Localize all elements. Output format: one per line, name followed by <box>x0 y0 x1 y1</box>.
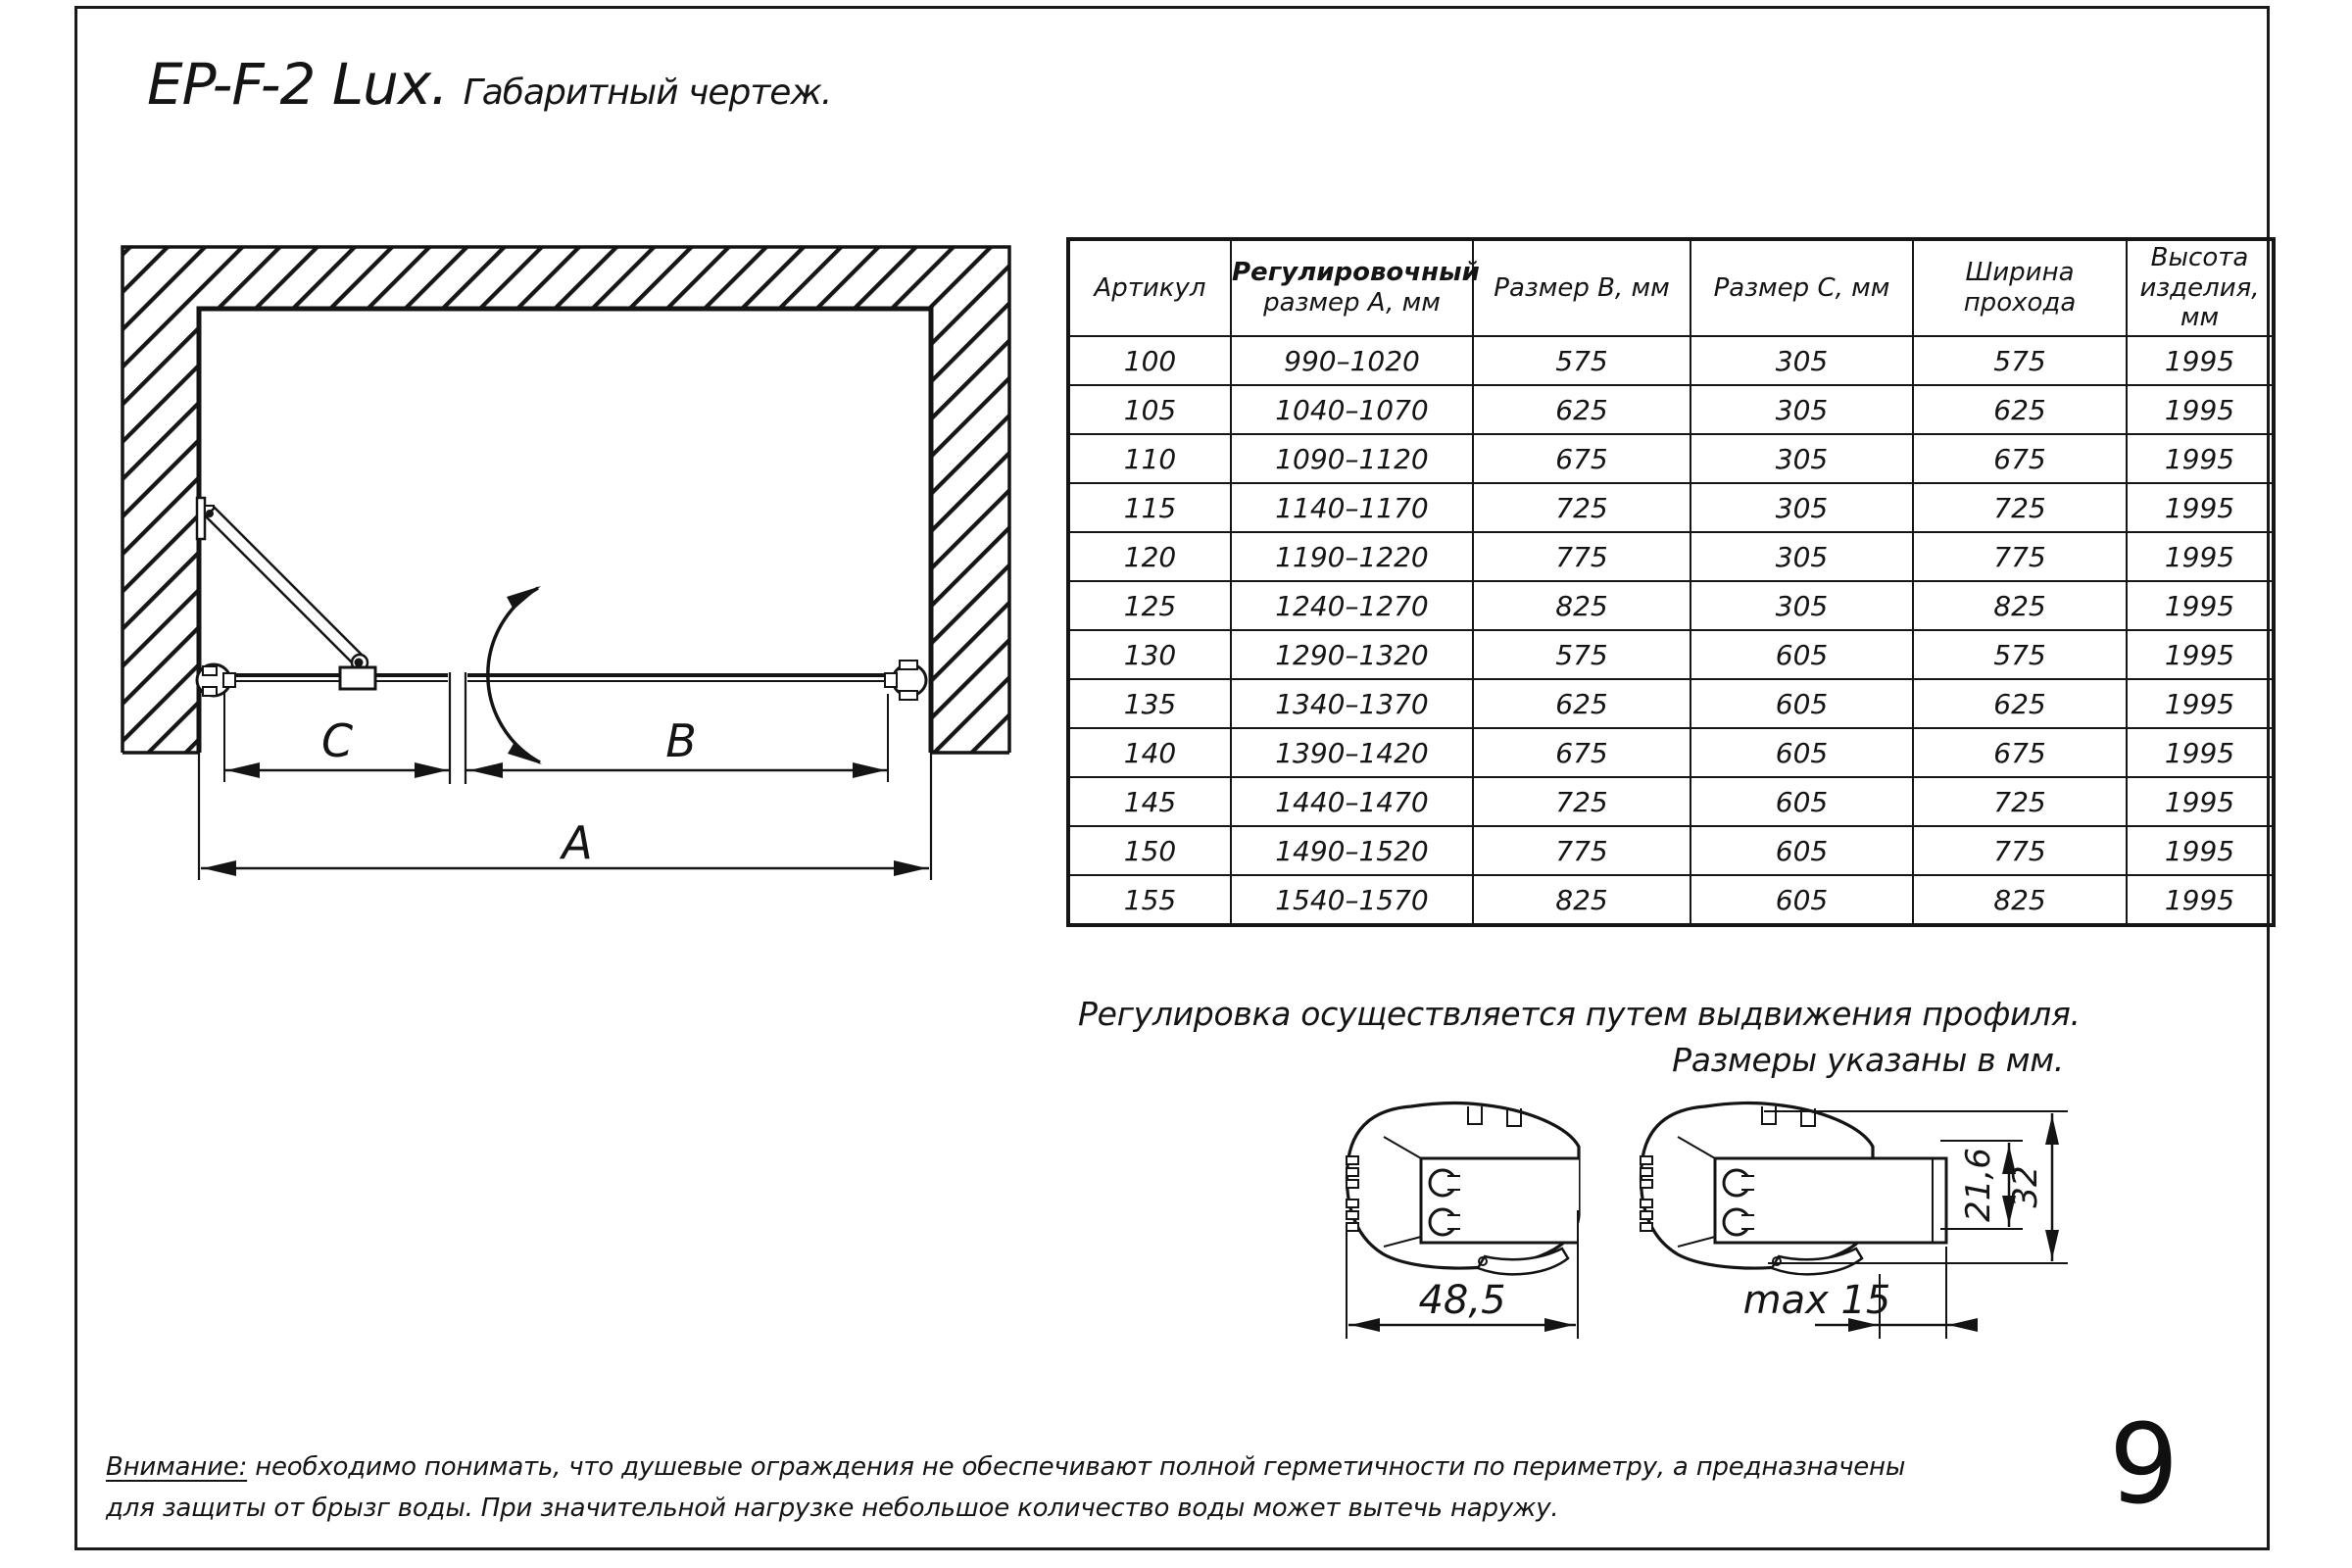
table-cell: 1240–1270 <box>1231 581 1473 630</box>
warning-prefix: Внимание: <box>106 1452 248 1482</box>
table-cell: 605 <box>1690 826 1913 875</box>
table-cell: 825 <box>1473 581 1690 630</box>
table-cell: 625 <box>1473 679 1690 728</box>
adjustment-notes <box>1078 992 2081 1084</box>
warning-line-1 <box>106 1446 1905 1488</box>
table-cell: 675 <box>1913 434 2127 483</box>
table-cell: 115 <box>1068 483 1231 532</box>
table-row <box>1068 532 2274 581</box>
table-cell: 305 <box>1690 434 1913 483</box>
table-cell: 1995 <box>2127 532 2274 581</box>
table-cell: 625 <box>1913 385 2127 434</box>
table-cell: 725 <box>1473 777 1690 826</box>
table-cell: 305 <box>1690 581 1913 630</box>
dim-label-c: C <box>320 714 354 767</box>
table-cell: 775 <box>1473 826 1690 875</box>
table-cell: 1290–1320 <box>1231 630 1473 679</box>
profile-extension <box>1862 1158 1946 1243</box>
right-wall-profile <box>885 661 926 700</box>
table-cell: 145 <box>1068 777 1231 826</box>
table-cell: 110 <box>1068 434 1231 483</box>
table-cell: 825 <box>1473 875 1690 925</box>
table-cell: 1190–1220 <box>1231 532 1473 581</box>
table-row <box>1068 434 2274 483</box>
table-cell: 140 <box>1068 728 1231 777</box>
table-cell: 675 <box>1473 728 1690 777</box>
table-cell: 1995 <box>2127 777 2274 826</box>
profile-width-label: 48,5 <box>1418 1278 1506 1323</box>
table-cell: 605 <box>1690 679 1913 728</box>
table-cell: 105 <box>1068 385 1231 434</box>
table-cell: 725 <box>1913 777 2127 826</box>
table-cell: 725 <box>1913 483 2127 532</box>
table-row <box>1068 385 2274 434</box>
table-row <box>1068 483 2274 532</box>
table-cell: 675 <box>1913 728 2127 777</box>
table-cell: 120 <box>1068 532 1231 581</box>
table-cell: 990–1020 <box>1231 336 1473 385</box>
table-cell: 1490–1520 <box>1231 826 1473 875</box>
table-cell: 155 <box>1068 875 1231 925</box>
table-cell: 1440–1470 <box>1231 777 1473 826</box>
table-cell: 625 <box>1913 679 2127 728</box>
folding-panel <box>206 508 368 670</box>
table-cell: 1995 <box>2127 875 2274 925</box>
table-cell: 1090–1120 <box>1231 434 1473 483</box>
table-cell: 150 <box>1068 826 1231 875</box>
table-cell: 1995 <box>2127 630 2274 679</box>
table-cell: 575 <box>1913 336 2127 385</box>
table-cell: 1540–1570 <box>1231 875 1473 925</box>
table-cell: 1995 <box>2127 434 2274 483</box>
table-cell: 725 <box>1473 483 1690 532</box>
warning-line-1-rest: необходимо понимать, что душевые ограждения не обеспечивают полной герметичности по периметру, а предназначены <box>247 1452 1906 1482</box>
table-row <box>1068 728 2274 777</box>
table-cell: 305 <box>1690 532 1913 581</box>
model-name: EP-F-2 Lux. <box>147 51 448 118</box>
warning-text <box>106 1446 1905 1529</box>
table-cell: 825 <box>1913 875 2127 925</box>
note-line-2: Размеры указаны в мм. <box>1672 1040 2064 1079</box>
table-cell: 1995 <box>2127 336 2274 385</box>
profile-inner-height-label: 21,6 <box>1959 1148 1998 1222</box>
profile-cross-section-right <box>1641 1103 1873 1275</box>
table-row <box>1068 679 2274 728</box>
table-row <box>1068 777 2274 826</box>
table-cell: 1995 <box>2127 826 2274 875</box>
col-header-product-height: Высота изделия, мм <box>2127 239 2274 336</box>
table-cell: 775 <box>1913 532 2127 581</box>
col-header-size-b: Размер B, мм <box>1473 239 1690 336</box>
note-line-1: Регулировка осуществляется путем выдвижения профиля. <box>1078 995 2081 1033</box>
col-header-size-c: Размер C, мм <box>1690 239 1913 336</box>
col-header-article: Артикул <box>1068 239 1231 336</box>
table-cell: 305 <box>1690 385 1913 434</box>
table-cell: 100 <box>1068 336 1231 385</box>
table-cell: 1390–1420 <box>1231 728 1473 777</box>
table-cell: 1995 <box>2127 385 2274 434</box>
hinge-block <box>340 667 375 689</box>
profile-outer-height-label: 32 <box>2006 1165 2045 1208</box>
table-cell: 625 <box>1473 385 1690 434</box>
table-cell: 675 <box>1473 434 1690 483</box>
title-subtitle: Габаритный чертеж. <box>463 73 832 113</box>
table-cell: 1995 <box>2127 483 2274 532</box>
table-cell: 135 <box>1068 679 1231 728</box>
table-cell: 775 <box>1913 826 2127 875</box>
table-header-row <box>1068 239 2274 336</box>
table-cell: 305 <box>1690 336 1913 385</box>
profile-cross-section <box>1347 1103 1579 1275</box>
page-number: 9 <box>2109 1401 2180 1529</box>
table-cell: 1995 <box>2127 679 2274 728</box>
table-cell: 1995 <box>2127 581 2274 630</box>
table-cell: 1995 <box>2127 728 2274 777</box>
table-cell: 130 <box>1068 630 1231 679</box>
table-cell: 575 <box>1913 630 2127 679</box>
table-row <box>1068 875 2274 925</box>
col-header-size-a: Регулировочный размер A, мм <box>1231 239 1473 336</box>
table-cell: 605 <box>1690 875 1913 925</box>
table-row <box>1068 630 2274 679</box>
table-row <box>1068 581 2274 630</box>
table-cell: 305 <box>1690 483 1913 532</box>
warning-line-2: для защиты от брызг воды. При значительной нагрузке небольшое количество воды может вытечь наружу. <box>106 1494 1559 1523</box>
table-cell: 1140–1170 <box>1231 483 1473 532</box>
dim-label-a: A <box>562 816 593 869</box>
table-cell: 1040–1070 <box>1231 385 1473 434</box>
size-table <box>1066 237 2276 927</box>
table-cell: 1340–1370 <box>1231 679 1473 728</box>
table-cell: 825 <box>1913 581 2127 630</box>
table-cell: 605 <box>1690 728 1913 777</box>
table-row <box>1068 336 2274 385</box>
col-header-passage-width: Ширина прохода <box>1913 239 2127 336</box>
table-cell: 125 <box>1068 581 1231 630</box>
table-cell: 775 <box>1473 532 1690 581</box>
table-cell: 605 <box>1690 630 1913 679</box>
table-cell: 575 <box>1473 336 1690 385</box>
profile-max-label: max 15 <box>1742 1278 1891 1323</box>
left-wall-profile <box>197 664 235 696</box>
table-row <box>1068 826 2274 875</box>
table-cell: 575 <box>1473 630 1690 679</box>
dim-label-b: B <box>665 714 697 767</box>
table-cell: 605 <box>1690 777 1913 826</box>
